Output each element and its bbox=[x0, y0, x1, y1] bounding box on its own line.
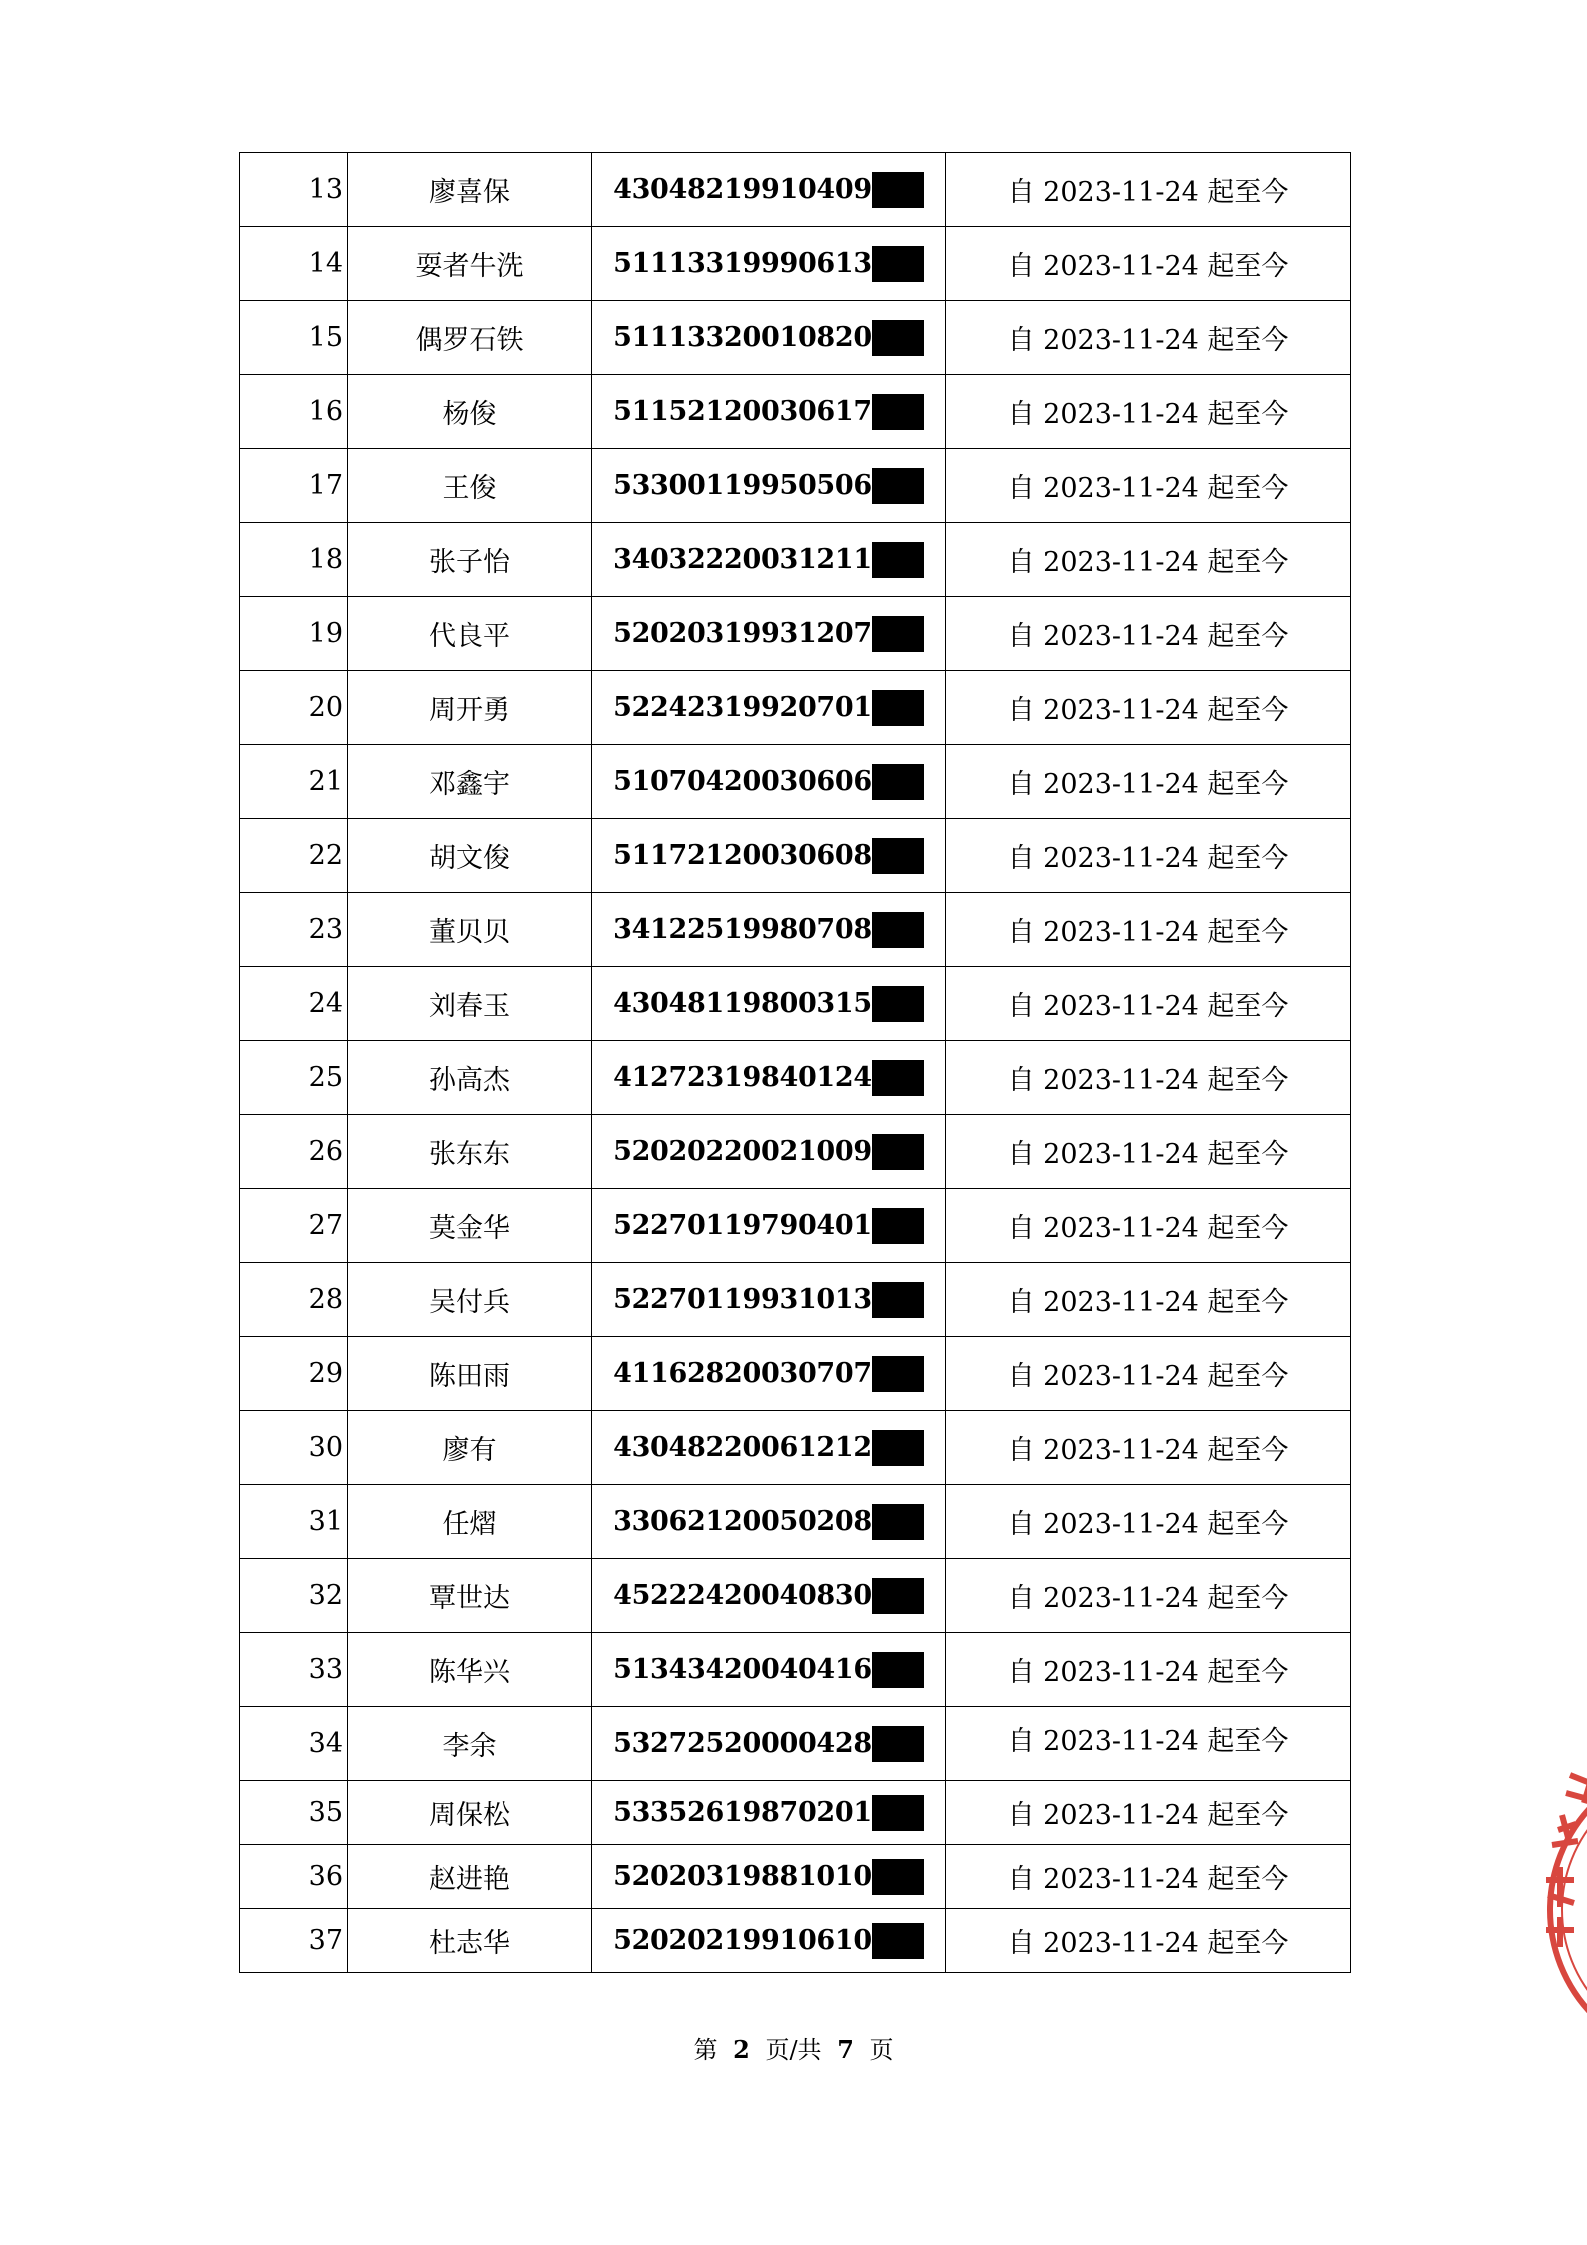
table-row bbox=[240, 1707, 1351, 1781]
id-number: 43048220061212 bbox=[613, 1432, 872, 1463]
id-number-cell bbox=[592, 1707, 946, 1781]
total-pages-number: 7 bbox=[837, 2035, 854, 2064]
row-number: 15 bbox=[240, 301, 348, 375]
id-number-cell bbox=[592, 1633, 946, 1707]
table-row bbox=[240, 967, 1351, 1041]
table-row bbox=[240, 1411, 1351, 1485]
id-number: 43048119800315 bbox=[613, 988, 872, 1019]
employment-period: 自 2023-11-24 起至今 bbox=[946, 227, 1351, 301]
person-name: 耍者牛洗 bbox=[348, 227, 592, 301]
row-number: 35 bbox=[240, 1781, 348, 1845]
id-number: 52270119931013 bbox=[613, 1284, 872, 1315]
id-number: 45222420040830 bbox=[613, 1580, 872, 1611]
table-row bbox=[240, 1633, 1351, 1707]
row-number: 18 bbox=[240, 523, 348, 597]
row-number: 24 bbox=[240, 967, 348, 1041]
table-row bbox=[240, 523, 1351, 597]
id-number-cell bbox=[592, 301, 946, 375]
redaction-block bbox=[872, 542, 924, 578]
person-name: 张子怡 bbox=[348, 523, 592, 597]
row-number: 17 bbox=[240, 449, 348, 523]
current-page-number: 2 bbox=[733, 2035, 750, 2064]
employment-period: 自 2023-11-24 起至今 bbox=[946, 1263, 1351, 1337]
person-name: 李余 bbox=[348, 1707, 592, 1781]
employment-period: 自 2023-11-24 起至今 bbox=[946, 1041, 1351, 1115]
employment-period: 自 2023-11-24 起至今 bbox=[946, 1633, 1351, 1707]
redaction-block bbox=[872, 1060, 924, 1096]
seal-glyph-1 bbox=[1566, 1775, 1587, 1803]
table-row bbox=[240, 1845, 1351, 1909]
id-number: 34032220031211 bbox=[613, 544, 872, 575]
person-name: 胡文俊 bbox=[348, 819, 592, 893]
id-number-cell bbox=[592, 1781, 946, 1845]
id-number: 41162820030707 bbox=[613, 1358, 872, 1389]
employment-period: 自 2023-11-24 起至今 bbox=[946, 153, 1351, 227]
employment-period: 自 2023-11-24 起至今 bbox=[946, 745, 1351, 819]
person-name: 代良平 bbox=[348, 597, 592, 671]
redaction-block bbox=[872, 1356, 924, 1392]
person-name: 吴付兵 bbox=[348, 1263, 592, 1337]
redaction-block bbox=[872, 616, 924, 652]
employment-period: 自 2023-11-24 起至今 bbox=[946, 1707, 1351, 1781]
id-number: 41272319840124 bbox=[613, 1062, 872, 1093]
redaction-block bbox=[872, 394, 924, 430]
id-number-cell bbox=[592, 967, 946, 1041]
id-number: 51113320010820 bbox=[613, 322, 872, 353]
id-number: 53272520000428 bbox=[613, 1728, 872, 1759]
table-row bbox=[240, 301, 1351, 375]
row-number: 32 bbox=[240, 1559, 348, 1633]
person-name: 赵进艳 bbox=[348, 1845, 592, 1909]
id-number-cell bbox=[592, 1411, 946, 1485]
table-row bbox=[240, 1559, 1351, 1633]
table-body bbox=[240, 153, 1351, 1973]
redaction-block bbox=[872, 1795, 924, 1831]
row-number: 16 bbox=[240, 375, 348, 449]
id-number: 53352619870201 bbox=[613, 1797, 872, 1828]
employment-period: 自 2023-11-24 起至今 bbox=[946, 1411, 1351, 1485]
row-number: 28 bbox=[240, 1263, 348, 1337]
id-number-cell bbox=[592, 153, 946, 227]
redaction-block bbox=[872, 1578, 924, 1614]
table-row bbox=[240, 819, 1351, 893]
footer-suffix: 页 bbox=[869, 2036, 894, 2064]
id-number: 52020319931207 bbox=[613, 618, 872, 649]
person-name: 偶罗石铁 bbox=[348, 301, 592, 375]
personnel-table bbox=[239, 152, 1351, 1973]
id-number-cell bbox=[592, 893, 946, 967]
person-name: 廖有 bbox=[348, 1411, 592, 1485]
id-number: 52020319881010 bbox=[613, 1861, 872, 1892]
person-name: 陈田雨 bbox=[348, 1337, 592, 1411]
row-number: 30 bbox=[240, 1411, 348, 1485]
id-number-cell bbox=[592, 1845, 946, 1909]
id-number: 51113319990613 bbox=[613, 248, 872, 279]
row-number: 13 bbox=[240, 153, 348, 227]
id-number: 52270119790401 bbox=[613, 1210, 872, 1241]
redaction-block bbox=[872, 690, 924, 726]
employment-period: 自 2023-11-24 起至今 bbox=[946, 597, 1351, 671]
redaction-block bbox=[872, 1430, 924, 1466]
id-number-cell bbox=[592, 449, 946, 523]
id-number-cell bbox=[592, 1559, 946, 1633]
employment-period: 自 2023-11-24 起至今 bbox=[946, 893, 1351, 967]
row-number: 14 bbox=[240, 227, 348, 301]
employment-period: 自 2023-11-24 起至今 bbox=[946, 1337, 1351, 1411]
table-row bbox=[240, 745, 1351, 819]
employment-period: 自 2023-11-24 起至今 bbox=[946, 449, 1351, 523]
table-row bbox=[240, 1263, 1351, 1337]
redaction-block bbox=[872, 1652, 924, 1688]
table-row bbox=[240, 1485, 1351, 1559]
table-row bbox=[240, 1337, 1351, 1411]
row-number: 27 bbox=[240, 1189, 348, 1263]
company-seal-stamp bbox=[1540, 1745, 1587, 2075]
employment-period: 自 2023-11-24 起至今 bbox=[946, 1845, 1351, 1909]
person-name: 覃世达 bbox=[348, 1559, 592, 1633]
employment-period: 自 2023-11-24 起至今 bbox=[946, 967, 1351, 1041]
person-name: 周开勇 bbox=[348, 671, 592, 745]
row-number: 25 bbox=[240, 1041, 348, 1115]
redaction-block bbox=[872, 320, 924, 356]
table-row bbox=[240, 449, 1351, 523]
redaction-block bbox=[872, 986, 924, 1022]
redaction-block bbox=[872, 172, 924, 208]
footer-prefix: 第 bbox=[693, 2036, 718, 2064]
row-number: 19 bbox=[240, 597, 348, 671]
employment-period: 自 2023-11-24 起至今 bbox=[946, 1115, 1351, 1189]
id-number: 51070420030606 bbox=[613, 766, 872, 797]
row-number: 37 bbox=[240, 1909, 348, 1973]
person-name: 陈华兴 bbox=[348, 1633, 592, 1707]
table-row bbox=[240, 893, 1351, 967]
table-row bbox=[240, 1041, 1351, 1115]
table-row bbox=[240, 153, 1351, 227]
redaction-block bbox=[872, 1208, 924, 1244]
redaction-block bbox=[872, 1859, 924, 1895]
employment-period: 自 2023-11-24 起至今 bbox=[946, 1781, 1351, 1845]
employment-period: 自 2023-11-24 起至今 bbox=[946, 1189, 1351, 1263]
redaction-block bbox=[872, 246, 924, 282]
table-row bbox=[240, 597, 1351, 671]
redaction-block bbox=[872, 1282, 924, 1318]
footer-middle: 页/共 bbox=[765, 2036, 822, 2064]
person-name: 周保松 bbox=[348, 1781, 592, 1845]
id-number: 33062120050208 bbox=[613, 1506, 872, 1537]
redaction-block bbox=[872, 838, 924, 874]
id-number-cell bbox=[592, 375, 946, 449]
person-name: 任熠 bbox=[348, 1485, 592, 1559]
person-name: 刘春玉 bbox=[348, 967, 592, 1041]
id-number-cell bbox=[592, 1041, 946, 1115]
row-number: 34 bbox=[240, 1707, 348, 1781]
id-number-cell bbox=[592, 745, 946, 819]
id-number-cell bbox=[592, 819, 946, 893]
id-number-cell bbox=[592, 597, 946, 671]
id-number: 52242319920701 bbox=[613, 692, 872, 723]
page-footer bbox=[0, 2030, 1587, 2065]
person-name: 莫金华 bbox=[348, 1189, 592, 1263]
person-name: 邓鑫宇 bbox=[348, 745, 592, 819]
employment-period: 自 2023-11-24 起至今 bbox=[946, 1485, 1351, 1559]
person-name: 张东东 bbox=[348, 1115, 592, 1189]
redaction-block bbox=[872, 1504, 924, 1540]
employment-period: 自 2023-11-24 起至今 bbox=[946, 523, 1351, 597]
employment-period: 自 2023-11-24 起至今 bbox=[946, 1909, 1351, 1973]
redaction-block bbox=[872, 1134, 924, 1170]
table-row bbox=[240, 1115, 1351, 1189]
row-number: 36 bbox=[240, 1845, 348, 1909]
table-row bbox=[240, 375, 1351, 449]
row-number: 33 bbox=[240, 1633, 348, 1707]
person-name: 杜志华 bbox=[348, 1909, 592, 1973]
id-number: 52020219910610 bbox=[613, 1925, 872, 1956]
seal-outer-ring bbox=[1550, 1760, 1587, 2060]
id-number-cell bbox=[592, 1909, 946, 1973]
person-name: 董贝贝 bbox=[348, 893, 592, 967]
person-name: 王俊 bbox=[348, 449, 592, 523]
row-number: 31 bbox=[240, 1485, 348, 1559]
id-number: 52020220021009 bbox=[613, 1136, 872, 1167]
employment-period: 自 2023-11-24 起至今 bbox=[946, 375, 1351, 449]
redaction-block bbox=[872, 1726, 924, 1762]
table-row bbox=[240, 1909, 1351, 1973]
employment-period: 自 2023-11-24 起至今 bbox=[946, 1559, 1351, 1633]
id-number-cell bbox=[592, 671, 946, 745]
id-number: 34122519980708 bbox=[613, 914, 872, 945]
row-number: 20 bbox=[240, 671, 348, 745]
employment-period: 自 2023-11-24 起至今 bbox=[946, 671, 1351, 745]
redaction-block bbox=[872, 468, 924, 504]
id-number: 51343420040416 bbox=[613, 1654, 872, 1685]
id-number: 53300119950506 bbox=[613, 470, 872, 501]
id-number-cell bbox=[592, 1337, 946, 1411]
table-row bbox=[240, 671, 1351, 745]
person-name: 孙高杰 bbox=[348, 1041, 592, 1115]
person-name: 杨俊 bbox=[348, 375, 592, 449]
id-number-cell bbox=[592, 523, 946, 597]
redaction-block bbox=[872, 1923, 924, 1959]
redaction-block bbox=[872, 912, 924, 948]
id-number: 51152120030617 bbox=[613, 396, 872, 427]
row-number: 23 bbox=[240, 893, 348, 967]
employment-period: 自 2023-11-24 起至今 bbox=[946, 301, 1351, 375]
table-row bbox=[240, 1189, 1351, 1263]
row-number: 22 bbox=[240, 819, 348, 893]
id-number-cell bbox=[592, 227, 946, 301]
table-row bbox=[240, 1781, 1351, 1845]
id-number-cell bbox=[592, 1189, 946, 1263]
id-number-cell bbox=[592, 1485, 946, 1559]
person-name: 廖喜保 bbox=[348, 153, 592, 227]
row-number: 26 bbox=[240, 1115, 348, 1189]
table-row bbox=[240, 227, 1351, 301]
redaction-block bbox=[872, 764, 924, 800]
employment-period: 自 2023-11-24 起至今 bbox=[946, 819, 1351, 893]
row-number: 29 bbox=[240, 1337, 348, 1411]
id-number: 43048219910409 bbox=[613, 174, 872, 205]
row-number: 21 bbox=[240, 745, 348, 819]
id-number-cell bbox=[592, 1263, 946, 1337]
id-number: 51172120030608 bbox=[613, 840, 872, 871]
id-number-cell bbox=[592, 1115, 946, 1189]
